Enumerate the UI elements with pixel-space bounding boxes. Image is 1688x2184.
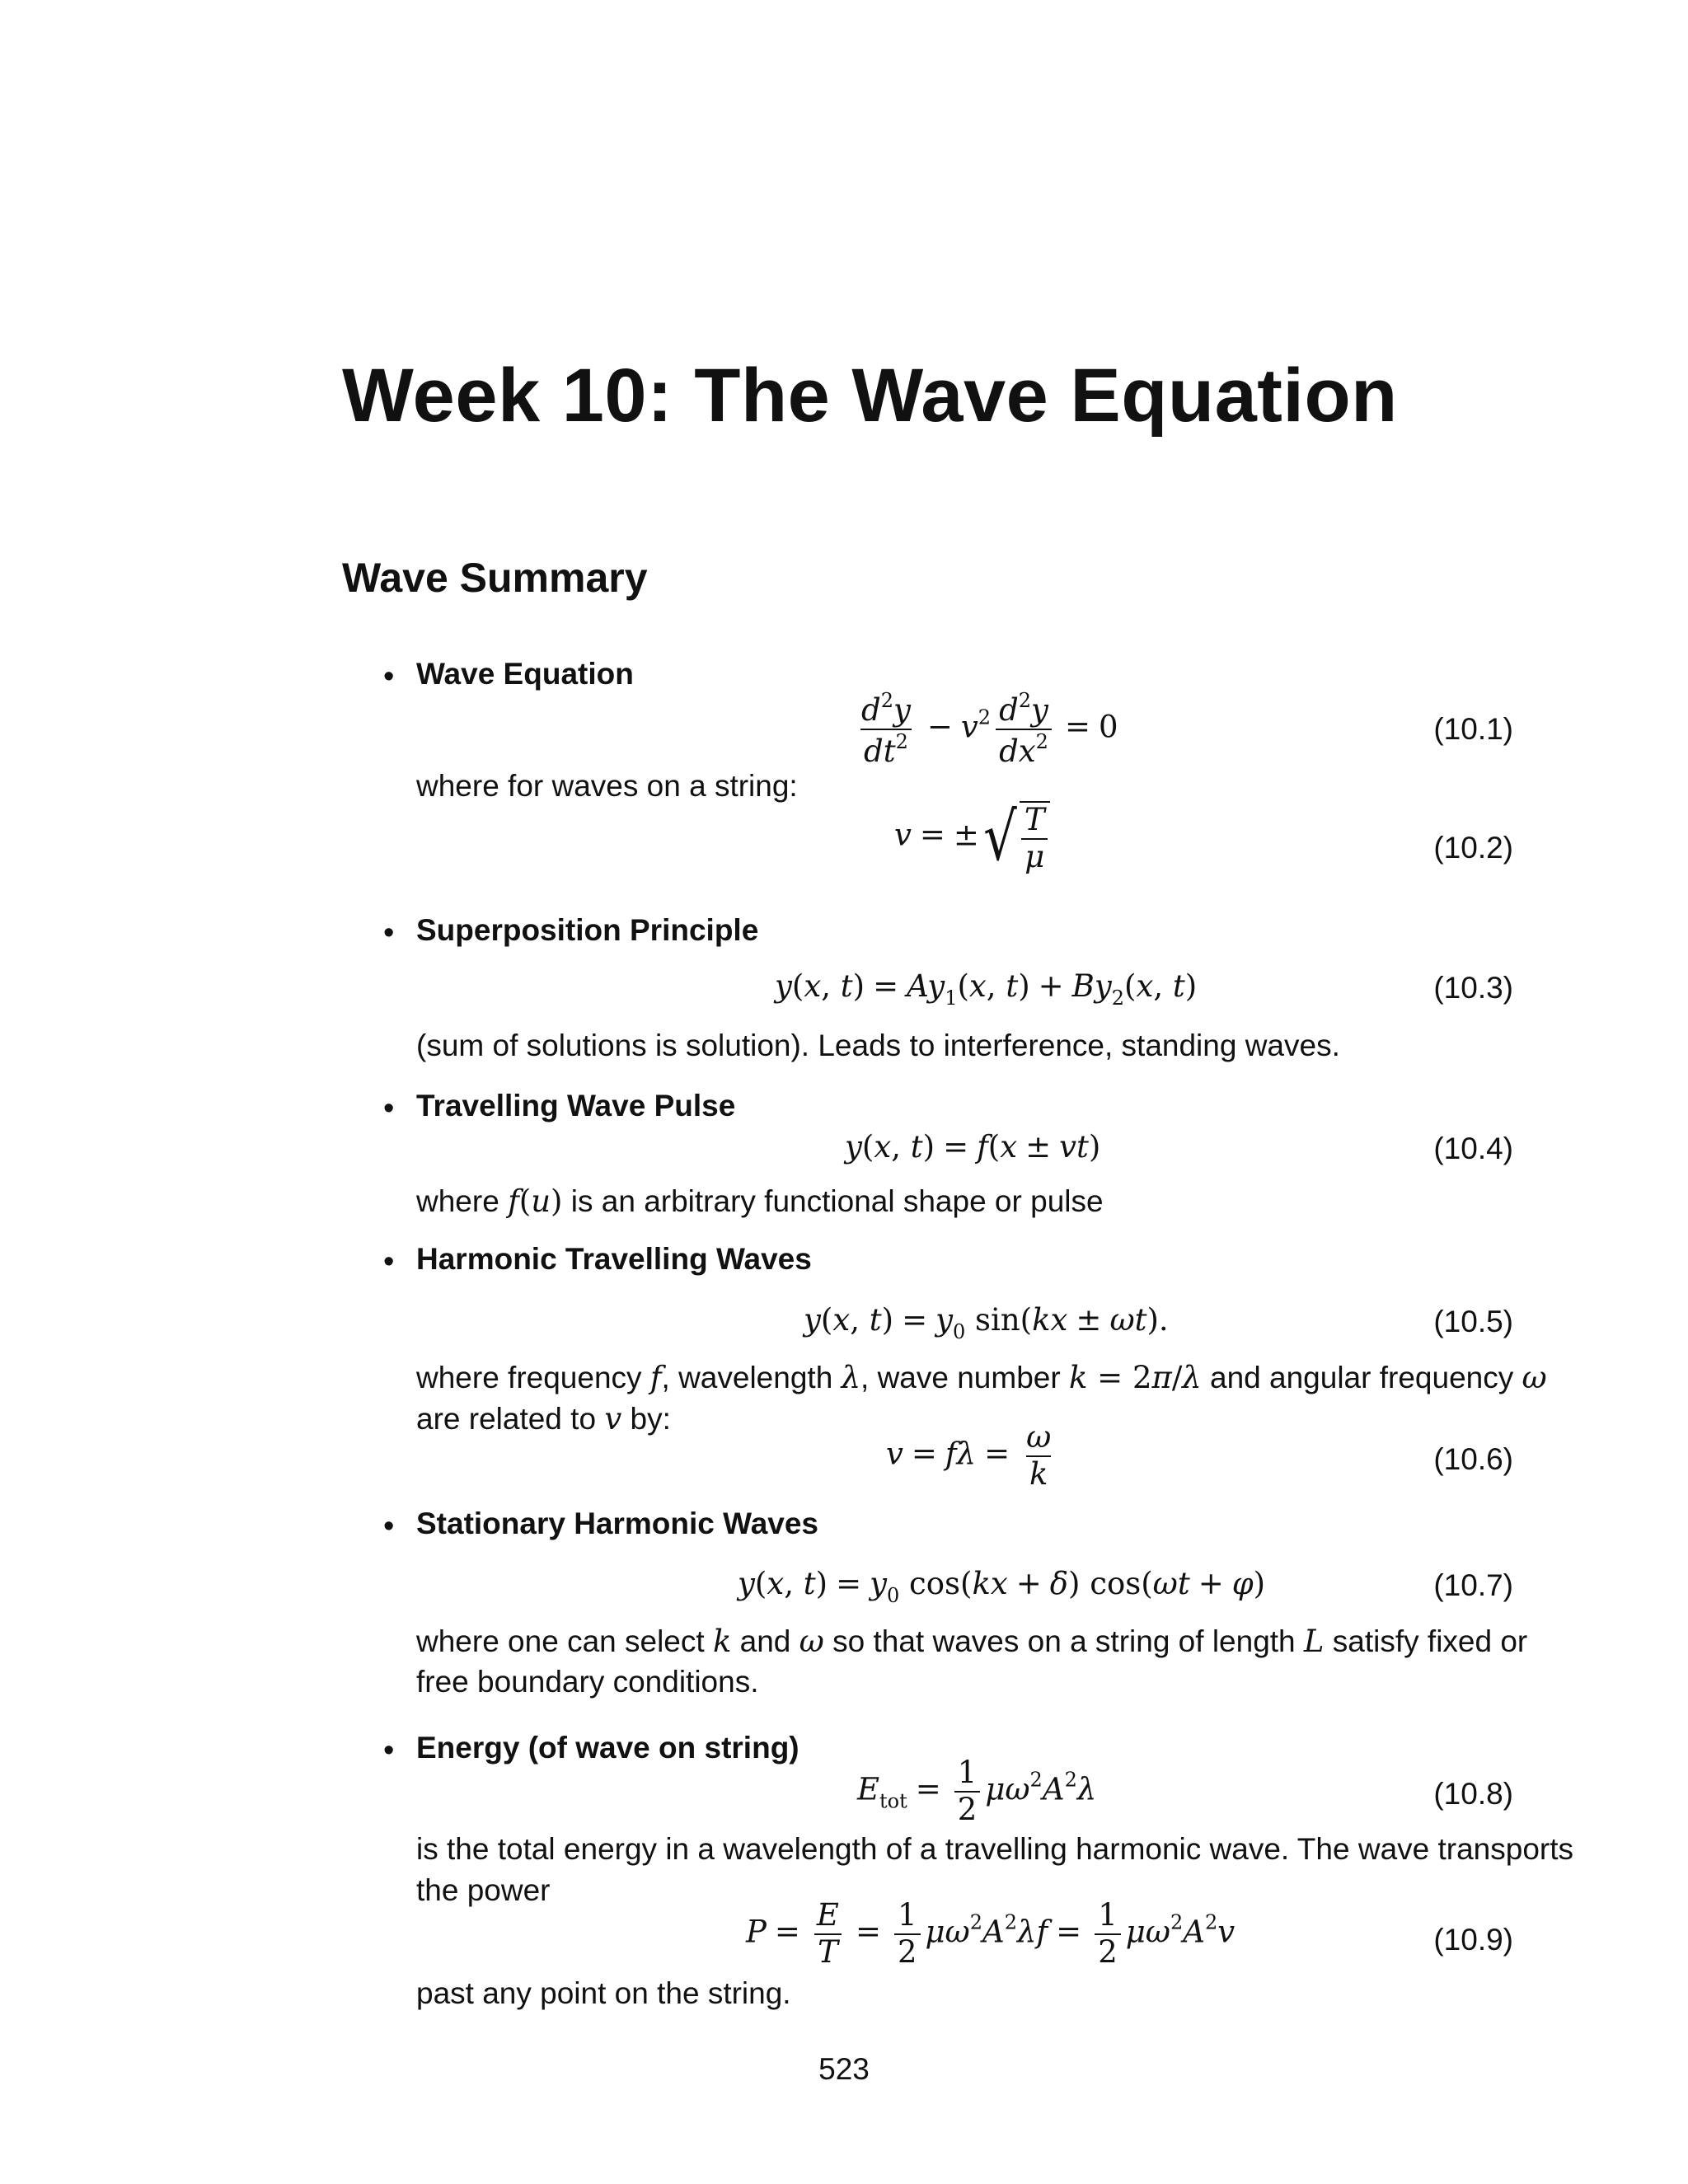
inline-math: k: [712, 1624, 732, 1659]
item-text: [416, 1360, 1547, 1395]
item-label-harmonic-travelling-waves: Harmonic Travelling Waves: [416, 1242, 812, 1276]
chapter-title: Week 10: The Wave Equation: [342, 354, 1398, 438]
bullet-icon: •: [383, 659, 395, 694]
equation-10-8: $E_{tot}$ = $\frac{1}{2}$ $\mu\omega^2A^2\lambda$: [857, 1755, 1097, 1827]
bullet-icon: •: [383, 1244, 395, 1279]
text-fragment: , wave number: [860, 1361, 1061, 1394]
equation-number: (10.5): [1433, 1305, 1513, 1338]
item-text: [416, 1183, 1104, 1219]
equation-10-2: v = ± √ $\frac{T}{\mu}$: [894, 801, 1050, 874]
text-fragment: are related to: [416, 1402, 597, 1436]
inline-math: λ: [841, 1360, 861, 1395]
item-label-energy: Energy (of wave on string): [416, 1731, 799, 1765]
bullet-icon: •: [383, 1733, 395, 1768]
text-fragment: and angular frequency: [1210, 1361, 1514, 1394]
item-text: (sum of solutions is solution). Leads to interference, standing waves.: [416, 1029, 1340, 1062]
text-fragment: by:: [630, 1402, 671, 1436]
text-fragment: is an arbitrary functional shape or pulse: [570, 1184, 1104, 1218]
page-number: 523: [818, 2052, 870, 2086]
item-text: where for waves on a string:: [416, 769, 798, 803]
equation-10-9: P = $\frac{E}{T}$ = $\frac{1}{2}$ $\mu\omega^2A^2\lambda f$ = $\frac{1}{2}$ $\mu\omega^2A^2v$: [746, 1897, 1236, 1970]
equation-number: (10.4): [1433, 1132, 1513, 1165]
equation-number: (10.1): [1433, 712, 1513, 746]
equation-number: (10.7): [1433, 1568, 1513, 1602]
text-fragment: , wavelength: [661, 1361, 833, 1394]
inline-math: k = 2π/λ: [1068, 1360, 1202, 1395]
inline-math: v: [604, 1401, 622, 1436]
bullet-icon: •: [383, 1091, 395, 1126]
item-text: the power: [416, 1873, 551, 1907]
equation-10-7: y(x, $t) = y_0$ cos(kx + δ) cos(ωt + φ): [738, 1566, 1266, 1607]
text-fragment: where frequency: [416, 1361, 642, 1394]
text-fragment: where one can select: [416, 1624, 705, 1658]
item-label-wave-equation: Wave Equation: [416, 657, 634, 691]
equation-number: (10.9): [1433, 1923, 1513, 1957]
item-text: free boundary conditions.: [416, 1665, 759, 1699]
bullet-icon: •: [383, 1509, 395, 1544]
text-fragment: so that waves on a string of length: [832, 1624, 1296, 1658]
equation-number: (10.6): [1433, 1442, 1513, 1476]
item-text: past any point on the string.: [416, 1976, 791, 2010]
equation-10-1: $\frac{d^2y}{dt^2}$ − $v^2$ $\frac{d^2y}{dx^2}$ = 0: [861, 689, 1118, 769]
equation-10-6: v = fλ = $\frac{\omega}{k}$: [886, 1419, 1052, 1492]
inline-math: L: [1303, 1624, 1325, 1659]
equation-10-5: y(x, $t) = y_0$ sin(kx ± ωt).: [804, 1302, 1169, 1343]
text-fragment: satisfy fixed or: [1332, 1624, 1528, 1658]
item-text: is the total energy in a wavelength of a travelling harmonic wave. The wave transports: [416, 1832, 1574, 1866]
equation-number: (10.8): [1433, 1777, 1513, 1811]
bullet-icon: •: [383, 916, 395, 950]
item-label-stationary-harmonic-waves: Stationary Harmonic Waves: [416, 1507, 819, 1540]
item-text: [416, 1624, 1527, 1659]
item-label-superposition: Superposition Principle: [416, 913, 759, 947]
text-fragment: and: [739, 1624, 791, 1658]
equation-number: (10.2): [1433, 831, 1513, 865]
equation-number: (10.3): [1433, 971, 1513, 1005]
item-text: [416, 1401, 671, 1436]
inline-math: ω: [799, 1624, 824, 1659]
inline-math: f: [649, 1360, 662, 1395]
text-fragment: where: [416, 1184, 499, 1218]
item-label-travelling-wave-pulse: Travelling Wave Pulse: [416, 1089, 736, 1122]
inline-math: ω: [1522, 1360, 1547, 1395]
equation-10-4: y(x, t) = f(x ± vt): [845, 1129, 1101, 1165]
equation-10-3: y(x, $t) = Ay_1(x$, $t) + By_2(x$, t): [775, 968, 1198, 1010]
inline-math: f(u): [508, 1183, 563, 1219]
section-title: Wave Summary: [342, 555, 648, 601]
